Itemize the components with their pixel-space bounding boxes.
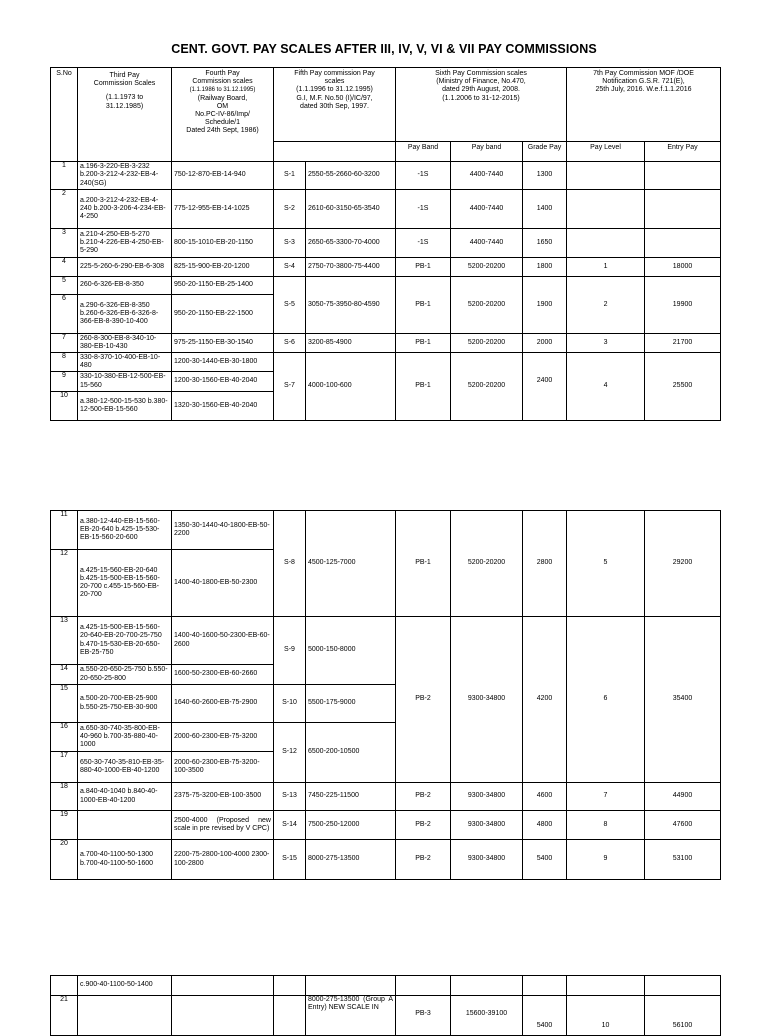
grade-pay-cell: 1400 xyxy=(523,190,567,229)
table-row xyxy=(51,811,721,840)
third-pay-cell: 330-10-380-EB-12-500-EB-15-560 xyxy=(78,372,172,392)
pay-level-cell: 1 xyxy=(567,258,645,277)
fourth-pay-cell: 750-12-870-EB-14-940 xyxy=(172,162,274,190)
fifth-scale-cell: 8000-275-13500 xyxy=(306,840,396,880)
subheader-pay-level: Pay Level xyxy=(567,142,645,162)
pay-level-cell xyxy=(567,976,645,996)
entry-pay-cell: 56100 xyxy=(645,996,721,1036)
fourth-pay-cell: 2375-75-3200-EB-100-3500 xyxy=(172,783,274,811)
third-pay-cell: c.900-40-1100-50-1400 xyxy=(78,976,172,996)
fifth-scale-cell: 2550-55-2660-60-3200 xyxy=(306,162,396,190)
fourth-pay-cell: 800-15-1010-EB-20-1150 xyxy=(172,229,274,258)
header-third-l2: Commission Scales xyxy=(93,80,156,88)
pay-band-range-cell: 9300-34800 xyxy=(451,783,523,811)
entry-pay-cell xyxy=(645,976,721,996)
fifth-scale-cell: 8000-275-13500 (Group A Entry) NEW SCALE IN xyxy=(306,996,396,1036)
third-pay-cell: 650-30-740-35-810-EB-35-880-40-1000-EB-40-1200 xyxy=(78,752,172,783)
header-seventh-l3: 25th July, 2016. W.e.f.1.1.2016 xyxy=(595,86,692,94)
sno-cell: 21 xyxy=(51,996,78,1036)
sno-cell: 7 xyxy=(51,334,78,353)
fifth-code-cell: S-8 xyxy=(274,511,306,617)
fifth-code-cell xyxy=(274,996,306,1036)
fifth-scale-cell: 5500-175-9000 xyxy=(306,685,396,723)
pay-scales-table-part-3 xyxy=(50,975,721,1036)
fifth-code-cell xyxy=(274,976,306,996)
grade-pay-cell: 5400 xyxy=(523,840,567,880)
third-pay-cell: a.210-4-250-EB-5-270 b.210-4-226-EB-4-250-EB-5-290 xyxy=(78,229,172,258)
entry-pay-cell: 19900 xyxy=(645,277,721,334)
grade-pay-cell: 1650 xyxy=(523,229,567,258)
table-row xyxy=(51,258,721,277)
header-fourth-l6: No.PC-IV-86/Imp/ xyxy=(195,111,250,119)
sno-cell: 11 xyxy=(51,511,78,550)
pay-level-cell: 7 xyxy=(567,783,645,811)
sno-cell: 12 xyxy=(51,550,78,617)
header-fourth-pay xyxy=(172,68,274,162)
grade-pay-cell: 4600 xyxy=(523,783,567,811)
fifth-code-cell: S-13 xyxy=(274,783,306,811)
sno-cell: 18 xyxy=(51,783,78,811)
pay-band-range-cell: 5200-20200 xyxy=(451,334,523,353)
fifth-scale-cell: 7450-225-11500 xyxy=(306,783,396,811)
table-row xyxy=(51,190,721,229)
sno-cell: 8 xyxy=(51,353,78,372)
entry-pay-cell: 29200 xyxy=(645,511,721,617)
pay-band-range-cell: 4400-7440 xyxy=(451,162,523,190)
pay-level-cell xyxy=(567,162,645,190)
table-row xyxy=(51,783,721,811)
table-row xyxy=(51,996,721,1036)
subheader-pay-band-range: Pay band xyxy=(451,142,523,162)
sno-cell: 4 xyxy=(51,258,78,277)
fourth-pay-cell: 825-15-900-EB-20-1200 xyxy=(172,258,274,277)
entry-pay-cell: 21700 xyxy=(645,334,721,353)
third-pay-cell: 225-5-260-6-290-EB-6-308 xyxy=(78,258,172,277)
fifth-code-cell: S-3 xyxy=(274,229,306,258)
grade-pay-cell: 2800 xyxy=(523,511,567,617)
pay-level-cell: 9 xyxy=(567,840,645,880)
pay-level-cell xyxy=(567,190,645,229)
sno-cell: 17 xyxy=(51,752,78,783)
entry-pay-cell: 47600 xyxy=(645,811,721,840)
grade-pay-cell: 4800 xyxy=(523,811,567,840)
header-sixth-l3: dated 29th August, 2008. xyxy=(442,86,520,94)
grade-pay-cell: 2400 xyxy=(523,353,567,421)
header-sixth-l4: (1.1.2006 to 31-12-2015) xyxy=(442,94,520,102)
fifth-code-cell: S-1 xyxy=(274,162,306,190)
fourth-pay-cell: 1200-30-1440-EB-30-1800 xyxy=(172,353,274,372)
pay-band-range-cell: 9300-34800 xyxy=(451,617,523,783)
header-sixth-l2: (Ministry of Finance, No.470, xyxy=(436,78,526,86)
third-pay-cell: 260-6-326-EB-8-350 xyxy=(78,277,172,295)
pay-band-range-cell: 5200-20200 xyxy=(451,258,523,277)
entry-pay-cell: 18000 xyxy=(645,258,721,277)
grade-pay-cell xyxy=(523,976,567,996)
fifth-scale-cell: 2610-60-3150-65-3540 xyxy=(306,190,396,229)
pay-level-cell xyxy=(567,229,645,258)
header-seventh-l1: 7th Pay Commission MOF /DOE xyxy=(593,70,694,77)
header-fifth-l3: (1.1.1996 to 31.12.1995) xyxy=(296,86,373,94)
third-pay-cell: a.425-15-500-EB-15-560-20-640-EB-20-700-25-750 b.470-15-530-EB-20-650-EB-25-750 xyxy=(78,617,172,665)
fifth-scale-cell xyxy=(306,976,396,996)
header-sno: S.No xyxy=(51,68,78,162)
sno-cell: 1 xyxy=(51,162,78,190)
pay-band-cell: PB-1 xyxy=(396,277,451,334)
third-pay-cell: a.290-6-326-EB-8-350 b.260-6-326-EB-6-326-8-366-EB-8-390-10-400 xyxy=(78,295,172,334)
header-third-l3: (1.1.1973 to xyxy=(105,94,144,102)
fourth-pay-cell: 950-20-1150-EB-22-1500 xyxy=(172,295,274,334)
fifth-scale-cell: 3200-85-4900 xyxy=(306,334,396,353)
pay-band-cell: PB-2 xyxy=(396,811,451,840)
header-sixth-pay xyxy=(396,68,567,142)
fourth-pay-cell xyxy=(172,976,274,996)
header-fourth-l4: (Railway Board, xyxy=(197,94,248,102)
header-seventh-l2: Notification G.S.R. 721(E), xyxy=(602,78,685,86)
header-row xyxy=(51,68,721,142)
subheader-pay-band: Pay Band xyxy=(396,142,451,162)
third-pay-cell: 330-8-370-10-400-EB-10-480 xyxy=(78,353,172,372)
fifth-code-cell: S-4 xyxy=(274,258,306,277)
pay-band-cell: -1S xyxy=(396,162,451,190)
third-pay-cell: a.380-12-500-15-530 b.380-12-500-EB-15-560 xyxy=(78,392,172,421)
header-third-l4: 31.12.1985) xyxy=(105,102,144,110)
sno-cell: 6 xyxy=(51,295,78,334)
fifth-scale-cell: 4000-100-600 xyxy=(306,353,396,421)
sno-cell: 3 xyxy=(51,229,78,258)
entry-pay-cell xyxy=(645,229,721,258)
fifth-code-cell: S-14 xyxy=(274,811,306,840)
table-row xyxy=(51,229,721,258)
fourth-pay-cell: 775-12-955-EB-14-1025 xyxy=(172,190,274,229)
entry-pay-cell: 25500 xyxy=(645,353,721,421)
sno-cell: 15 xyxy=(51,685,78,723)
fifth-scale-cell: 6500-200-10500 xyxy=(306,723,396,783)
fifth-code-cell: S-12 xyxy=(274,723,306,783)
header-fourth-l2: Commission scales xyxy=(192,78,253,86)
fourth-pay-cell: 1640-60-2600-EB-75-2900 xyxy=(172,685,274,723)
table-row xyxy=(51,277,721,295)
table-row xyxy=(51,976,721,996)
header-fourth-l5: OM xyxy=(216,102,229,110)
fifth-scale-cell: 2750-70-3800-75-4400 xyxy=(306,258,396,277)
pay-level-cell: 2 xyxy=(567,277,645,334)
pay-scales-table-part-2 xyxy=(50,510,721,880)
header-fourth-l1: Fourth Pay xyxy=(205,70,240,77)
entry-pay-cell: 53100 xyxy=(645,840,721,880)
pay-band-cell: PB-3 xyxy=(396,996,451,1036)
third-pay-cell: a.700-40-1100-50-1300 b.700-40-1100-50-1600 xyxy=(78,840,172,880)
fifth-code-cell: S-6 xyxy=(274,334,306,353)
sno-cell: 9 xyxy=(51,372,78,392)
entry-pay-cell xyxy=(645,190,721,229)
pay-band-range-cell: 4400-7440 xyxy=(451,190,523,229)
fifth-scale-cell: 2650-65-3300-70-4000 xyxy=(306,229,396,258)
entry-pay-cell: 44900 xyxy=(645,783,721,811)
page-title: CENT. GOVT. PAY SCALES AFTER III, IV, V, VI & VII PAY COMMISSIONS xyxy=(171,42,597,56)
third-pay-cell: a.500-20-700-EB-25-900 b.550-25-750-EB-30-900 xyxy=(78,685,172,723)
third-pay-cell: a.550-20-650-25-750 b.550-20-650-25-800 xyxy=(78,665,172,685)
fourth-pay-cell: 1200-30-1560-EB-40-2040 xyxy=(172,372,274,392)
fourth-pay-cell: 1400-40-1800-EB-50-2300 xyxy=(172,550,274,617)
header-fourth-l8: Dated 24th Sept, 1986) xyxy=(186,127,259,135)
fifth-scale-cell: 7500-250-12000 xyxy=(306,811,396,840)
pay-band-range-cell: 9300-34800 xyxy=(451,811,523,840)
table-row xyxy=(51,617,721,665)
fifth-code-cell: S-5 xyxy=(274,277,306,334)
third-pay-cell: a.650-30-740-35-800-EB-40-960 b.700-35-880-40-1000 xyxy=(78,723,172,752)
pay-band-cell xyxy=(396,976,451,996)
pay-band-cell: PB-1 xyxy=(396,511,451,617)
sno-cell: 10 xyxy=(51,392,78,421)
sno-cell: 14 xyxy=(51,665,78,685)
sno-cell: 13 xyxy=(51,617,78,665)
pay-level-cell: 3 xyxy=(567,334,645,353)
sno-cell: 5 xyxy=(51,277,78,295)
table-row xyxy=(51,353,721,372)
sno-cell: 19 xyxy=(51,811,78,840)
grade-pay-cell: 1300 xyxy=(523,162,567,190)
entry-pay-cell xyxy=(645,162,721,190)
fourth-pay-cell: 2000-60-2300-EB-75-3200-100-3500 xyxy=(172,752,274,783)
table-row xyxy=(51,511,721,550)
third-pay-cell xyxy=(78,811,172,840)
grade-pay-cell: 2000 xyxy=(523,334,567,353)
pay-band-cell: PB-1 xyxy=(396,353,451,421)
fourth-pay-cell: 1320-30-1560-EB-40-2040 xyxy=(172,392,274,421)
entry-pay-cell: 35400 xyxy=(645,617,721,783)
sno-cell: 2 xyxy=(51,190,78,229)
fifth-code-cell: S-15 xyxy=(274,840,306,880)
third-pay-cell: a.425-15-560-EB-20-640 b.425-15-500-EB-15-560-20-700 c.455-15-560-EB-20-700 xyxy=(78,550,172,617)
header-fourth-l7: Schedule/1 xyxy=(204,119,241,127)
header-fifth-pay xyxy=(274,68,396,142)
header-fifth-l5: dated 30th Sep, 1997. xyxy=(300,102,369,110)
pay-band-range-cell: 5200-20200 xyxy=(451,511,523,617)
fifth-scale-cell: 3050-75-3950-80-4590 xyxy=(306,277,396,334)
third-pay-cell: 260-8-300-EB-8-340-10-380-EB-10-430 xyxy=(78,334,172,353)
pay-band-range-cell: 5200-20200 xyxy=(451,277,523,334)
fourth-pay-cell xyxy=(172,996,274,1036)
fourth-pay-cell: 975-25-1150-EB-30-1540 xyxy=(172,334,274,353)
pay-band-cell: PB-2 xyxy=(396,617,451,783)
third-pay-cell: a.200-3-212-4-232-EB-4-240 b.200-3-206-4-234-EB-4-250 xyxy=(78,190,172,229)
pay-band-range-cell xyxy=(451,976,523,996)
pay-level-cell: 8 xyxy=(567,811,645,840)
pay-level-cell: 6 xyxy=(567,617,645,783)
pay-band-cell: -1S xyxy=(396,229,451,258)
sno-cell xyxy=(51,976,78,996)
header-fifth-l1: Fifth Pay commission Pay xyxy=(294,70,375,77)
sno-cell: 16 xyxy=(51,723,78,752)
fourth-pay-cell: 950-20-1150-EB-25-1400 xyxy=(172,277,274,295)
header-fifth-l2: scales xyxy=(324,78,345,86)
grade-pay-cell: 1800 xyxy=(523,258,567,277)
table-row xyxy=(51,840,721,880)
pay-band-cell: PB-2 xyxy=(396,783,451,811)
fifth-code-cell: S-10 xyxy=(274,685,306,723)
header-third-pay xyxy=(78,68,172,162)
fourth-pay-cell: 2200-75-2800-100-4000 2300-100-2800 xyxy=(172,840,274,880)
header-seventh-pay xyxy=(567,68,721,142)
table-row xyxy=(51,334,721,353)
fifth-code-cell: S-2 xyxy=(274,190,306,229)
sno-cell: 20 xyxy=(51,840,78,880)
fourth-pay-cell: 1350-30-1440-40-1800-EB-50-2200 xyxy=(172,511,274,550)
table-row xyxy=(51,162,721,190)
subheader-grade-pay: Grade Pay xyxy=(523,142,567,162)
header-sixth-l1: Sixth Pay Commission scales xyxy=(435,70,527,77)
pay-level-cell: 5 xyxy=(567,511,645,617)
grade-pay-cell: 5400 xyxy=(523,996,567,1036)
header-fourth-l3: (1.1.1986 to 31.12.1995) xyxy=(189,87,256,94)
pay-band-cell: PB-1 xyxy=(396,258,451,277)
subheader-fifth-blank xyxy=(274,142,396,162)
fourth-pay-cell: 1600-50-2300-EB-60-2660 xyxy=(172,665,274,685)
pay-band-range-cell: 15600-39100 xyxy=(451,996,523,1036)
subheader-entry-pay: Entry Pay xyxy=(645,142,721,162)
fourth-pay-cell: 2000-60-2300-EB-75-3200 xyxy=(172,723,274,752)
pay-level-cell: 10 xyxy=(567,996,645,1036)
third-pay-cell xyxy=(78,996,172,1036)
pay-band-range-cell: 9300-34800 xyxy=(451,840,523,880)
third-pay-cell: a.380-12-440-EB-15-560-EB-20-640 b.425-15-530-EB-15-560-20-600 xyxy=(78,511,172,550)
header-fifth-l4: G.I, M.F. No.50 (I)/IC/97, xyxy=(296,94,373,102)
fifth-scale-cell: 5000-150-8000 xyxy=(306,617,396,685)
third-pay-cell: a.840-40-1040 b.840-40-1000-EB-40-1200 xyxy=(78,783,172,811)
pay-level-cell: 4 xyxy=(567,353,645,421)
grade-pay-cell: 1900 xyxy=(523,277,567,334)
fifth-code-cell: S-7 xyxy=(274,353,306,421)
pay-scales-table-part-1 xyxy=(50,67,721,421)
pay-band-cell: PB-2 xyxy=(396,840,451,880)
fifth-scale-cell: 4500-125-7000 xyxy=(306,511,396,617)
pay-band-range-cell: 4400-7440 xyxy=(451,229,523,258)
grade-pay-cell: 4200 xyxy=(523,617,567,783)
fourth-pay-cell: 1400-40-1600-50-2300-EB-60-2600 xyxy=(172,617,274,665)
fourth-pay-cell: 2500-4000 (Proposed new scale in pre revised by V CPC) xyxy=(172,811,274,840)
pay-band-cell: PB-1 xyxy=(396,334,451,353)
fifth-code-cell: S-9 xyxy=(274,617,306,685)
pay-band-range-cell: 5200-20200 xyxy=(451,353,523,421)
third-pay-cell: a.196-3-220-EB-3-232 b.200-3-212-4-232-EB-4-240(SG) xyxy=(78,162,172,190)
pay-band-cell: -1S xyxy=(396,190,451,229)
header-third-l1: Third Pay xyxy=(109,72,140,79)
